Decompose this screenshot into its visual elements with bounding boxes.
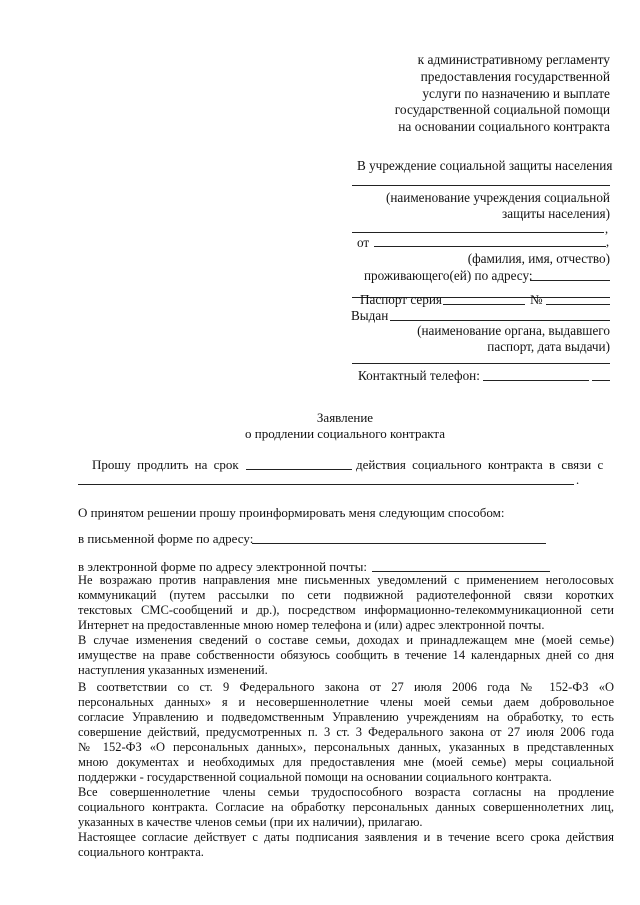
- regulation-line: на основании социального контракта: [398, 119, 610, 135]
- phone-field-tail[interactable]: [592, 380, 610, 381]
- paragraph-line: социального контракта. Согласие на обработку персональных данных совершеннолетних лиц,: [78, 800, 614, 814]
- phone-label: Контактный телефон:: [358, 368, 480, 383]
- request-text: действия социального контракта в связи с: [356, 457, 604, 472]
- paragraph-line: персональных данных» я и несовершеннолетние члены моей семьи даем добровольное: [78, 695, 614, 709]
- full-name-hint: (фамилия, имя, отчество): [467, 251, 610, 266]
- obligation-paragraph: [78, 633, 614, 678]
- email-address-field[interactable]: [372, 571, 550, 572]
- residence-field[interactable]: [530, 280, 610, 281]
- issued-field-2[interactable]: [352, 363, 610, 364]
- document-subtitle: о продлении социального контракта: [244, 426, 445, 441]
- validity-paragraph: [78, 830, 614, 860]
- full-name-field[interactable]: [374, 246, 606, 247]
- from-label: от: [357, 235, 370, 250]
- phone-field[interactable]: [483, 380, 589, 381]
- passport-series-field[interactable]: [443, 304, 525, 305]
- paragraph-line: В случае изменения сведений о составе семьи, доходах и принадлежащем мне (моей семье): [78, 633, 614, 647]
- paragraph-line: Интернет на предоставленные мною номер телефона и (или) адрес электронной почты.: [78, 618, 545, 632]
- comma: ,: [606, 235, 610, 249]
- passport-number-label: №: [530, 292, 543, 307]
- issued-hint: (наименование органа, выдавшего: [417, 323, 610, 338]
- paragraph-line: социального контракта.: [78, 845, 204, 859]
- paragraph-line: Все совершеннолетние члены семьи трудоспособного возраста согласны на продление: [78, 785, 614, 799]
- regulation-line: государственной социальной помощи: [394, 102, 610, 118]
- institution-hint: защиты населения): [502, 206, 610, 221]
- extension-period-field[interactable]: [246, 469, 352, 470]
- regulation-reference: [395, 52, 610, 136]
- paragraph-line: указанных в качестве членов семьи (при их наличии), прилагаю.: [78, 815, 423, 829]
- institution-hint: (наименование учреждения социальной: [385, 190, 610, 205]
- paragraph-line: В соответствии со ст. 9 Федерального закона от 27 июля 2006 года № 152-ФЗ «О: [78, 680, 614, 694]
- paragraph-line: наступления указанных изменений.: [78, 663, 268, 677]
- paragraph-line: № 152-ФЗ «О персональных данных», персональных данных, указанных в представленных: [78, 740, 614, 754]
- regulation-line: предоставления государственной: [420, 68, 610, 84]
- institution-field-2[interactable]: [352, 232, 604, 233]
- paragraph-line: мною документах и необходимых для предоставления мне (моей семье) меры социальной: [78, 755, 614, 769]
- paragraph-line: согласие Управлению и подведомственным Управлению учреждениям на обработку, то есть: [78, 710, 614, 724]
- paragraph-line: совершение действий, предусмотренных п. 3 ст. 3 Федерального закона от 27 июля 2006 года: [78, 725, 614, 739]
- personal-data-consent-paragraph: [78, 680, 614, 785]
- notify-by-mail-label: в письменной форме по адресу:: [78, 531, 254, 546]
- paragraph-line: поддержки - государственной социальной помощи на основании социального контракта.: [78, 770, 552, 784]
- paragraph-line: Не возражаю против направления мне письменных уведомлений с применением неголосовых: [78, 573, 614, 587]
- paragraph-line: Настоящее согласие действует с даты подписания заявления и в течение всего срока действия: [78, 830, 614, 844]
- issued-label: Выдан: [351, 308, 389, 323]
- family-consent-paragraph: [78, 785, 614, 830]
- paragraph-line: текстовых СМС-сообщений и др.), посредством информационно-телекоммуникационной сети: [78, 603, 614, 617]
- passport-number-field[interactable]: [546, 304, 610, 305]
- reason-field[interactable]: [78, 484, 574, 485]
- mail-address-field[interactable]: [252, 543, 546, 544]
- notify-intro: О принятом решении прошу проинформировать меня следующим способом:: [78, 505, 505, 520]
- consent-paragraph-notifications: [78, 573, 614, 633]
- passport-series-label: Паспорт серия: [360, 292, 442, 307]
- institution-field[interactable]: [352, 185, 610, 186]
- regulation-line: к административному регламенту: [417, 52, 610, 67]
- period: .: [576, 473, 580, 487]
- residence-label: проживающего(ей) по адресу:: [364, 268, 533, 283]
- comma: ,: [605, 222, 609, 236]
- paragraph-line: коммуникаций (путем рассылки по сети подвижной радиотелефонной связи коротких: [78, 588, 614, 602]
- issued-hint: паспорт, дата выдачи): [487, 339, 610, 354]
- regulation-line: услуги по назначению и выплате: [422, 85, 610, 101]
- paragraph-line: имуществе на праве собственности обязуюсь сообщить в течение 14 календарных дней со дня: [78, 648, 614, 662]
- request-text: Прошу продлить на срок: [92, 457, 239, 472]
- document-title: Заявление: [316, 410, 374, 425]
- issued-field[interactable]: [390, 320, 610, 321]
- institution-label: В учреждение социальной защиты населения: [357, 158, 613, 173]
- notify-by-email-label: в электронной форме по адресу электронной почты:: [78, 559, 367, 574]
